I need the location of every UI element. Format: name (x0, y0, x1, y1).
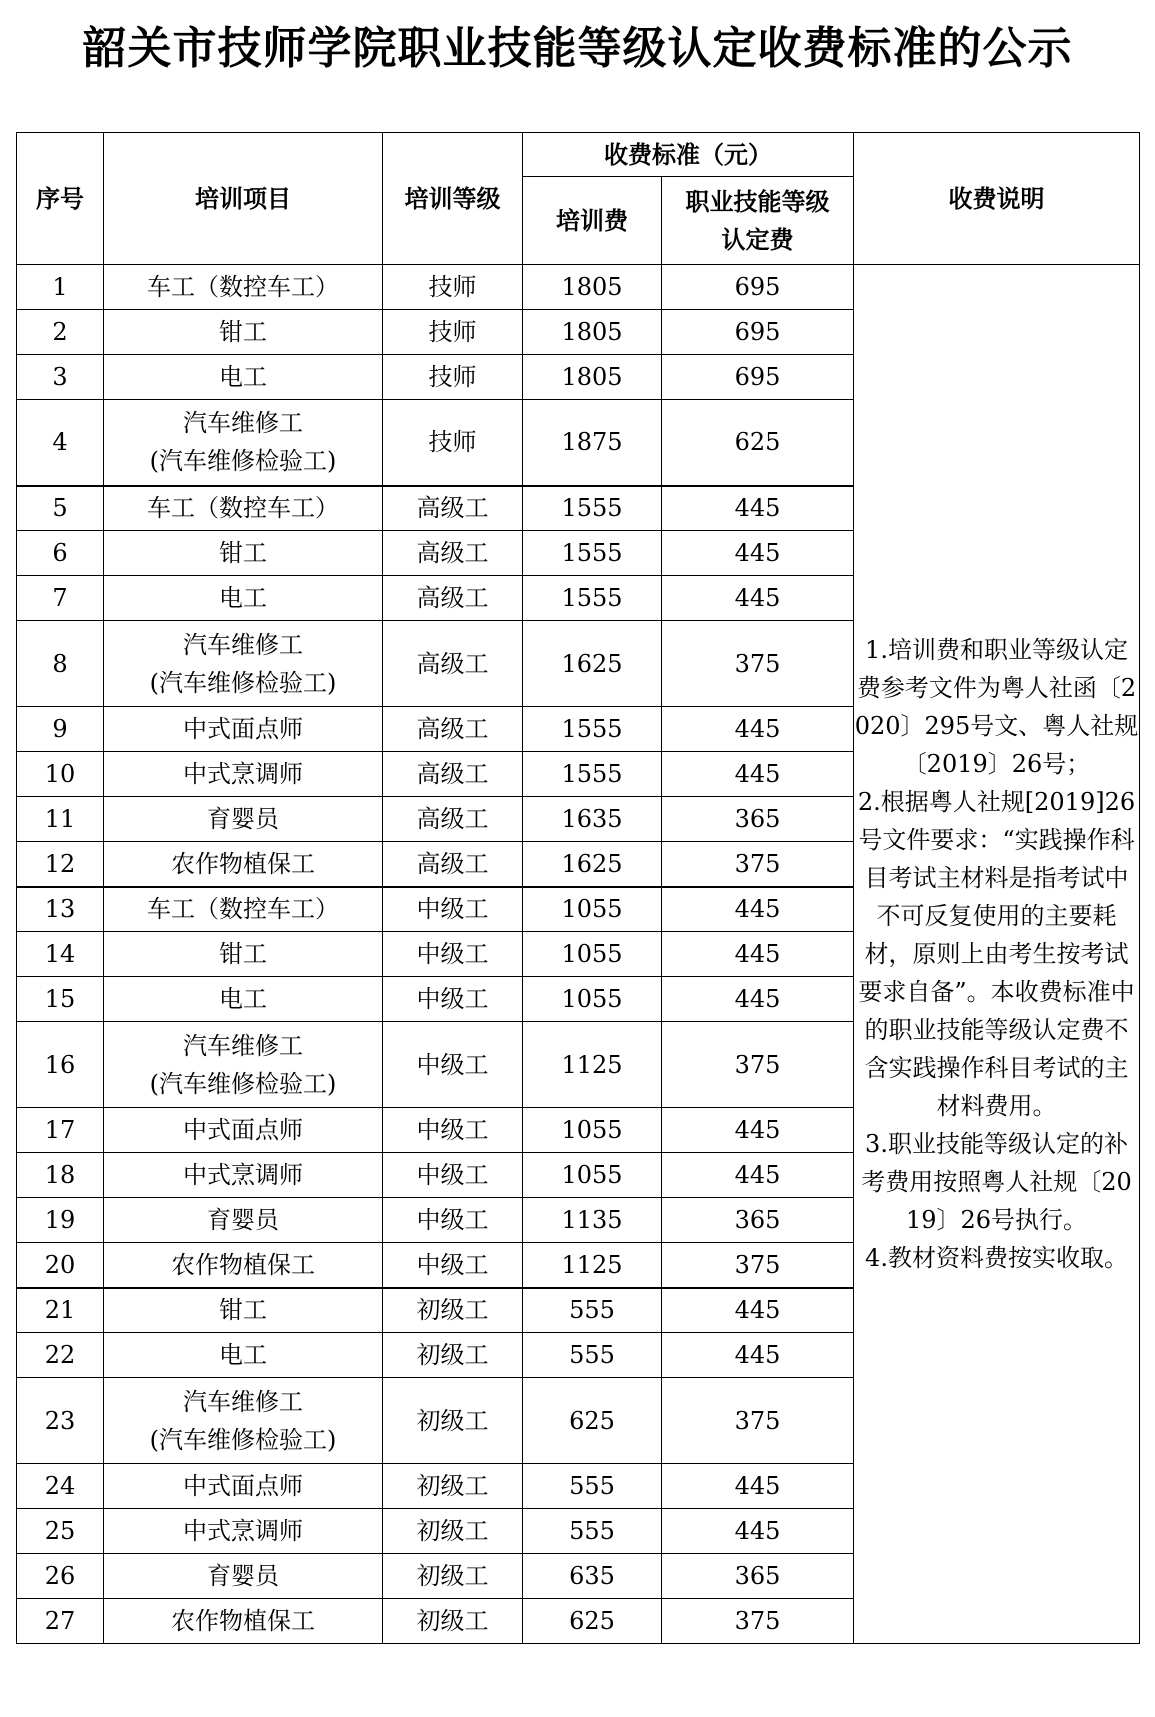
row-training-fee: 1555 (523, 531, 662, 576)
row-project-line: 汽车维修工 (183, 409, 303, 438)
row-project: 育婴员 (104, 1554, 383, 1599)
row-project: 钳工 (104, 531, 383, 576)
row-training-fee: 1555 (523, 707, 662, 752)
row-training-fee: 1125 (523, 1243, 662, 1288)
row-index: 21 (17, 1288, 104, 1333)
row-level: 初级工 (383, 1333, 523, 1378)
row-training-fee: 1555 (523, 486, 662, 531)
row-project: 农作物植保工 (104, 1599, 383, 1644)
row-index: 1 (17, 265, 104, 310)
header-index: 序号 (17, 133, 104, 265)
row-cert-fee: 365 (662, 1554, 854, 1599)
row-training-fee: 1555 (523, 576, 662, 621)
row-index: 5 (17, 486, 104, 531)
row-index: 25 (17, 1509, 104, 1554)
row-index: 17 (17, 1108, 104, 1153)
row-project-line: 汽车维修工 (183, 630, 303, 659)
row-cert-fee: 445 (662, 1464, 854, 1509)
row-cert-fee: 365 (662, 1198, 854, 1243)
row-level: 初级工 (383, 1464, 523, 1509)
table-row (17, 265, 1140, 310)
row-project: 中式面点师 (104, 707, 383, 752)
row-project: 育婴员 (104, 1198, 383, 1243)
row-project-subline: (汽车维修检验工) (149, 1069, 337, 1098)
row-cert-fee: 445 (662, 752, 854, 797)
row-level: 中级工 (383, 1243, 523, 1288)
row-training-fee: 555 (523, 1333, 662, 1378)
row-index: 24 (17, 1464, 104, 1509)
row-project: 中式面点师 (104, 1464, 383, 1509)
row-cert-fee: 625 (662, 400, 854, 486)
row-index: 13 (17, 887, 104, 932)
row-project: 电工 (104, 576, 383, 621)
row-project: 农作物植保工 (104, 1243, 383, 1288)
row-level: 高级工 (383, 531, 523, 576)
row-training-fee: 1555 (523, 752, 662, 797)
row-index: 8 (17, 621, 104, 707)
row-level: 中级工 (383, 932, 523, 977)
row-project (104, 621, 383, 707)
row-cert-fee: 375 (662, 842, 854, 887)
row-cert-fee: 445 (662, 531, 854, 576)
row-index: 2 (17, 310, 104, 355)
row-cert-fee: 445 (662, 707, 854, 752)
row-training-fee: 625 (523, 1599, 662, 1644)
row-training-fee: 555 (523, 1288, 662, 1333)
row-index: 26 (17, 1554, 104, 1599)
row-level: 中级工 (383, 1022, 523, 1108)
row-index: 7 (17, 576, 104, 621)
fee-notes (854, 265, 1140, 1644)
row-index: 20 (17, 1243, 104, 1288)
row-project (104, 1378, 383, 1464)
row-project: 中式烹调师 (104, 1153, 383, 1198)
row-project: 育婴员 (104, 797, 383, 842)
row-index: 4 (17, 400, 104, 486)
row-cert-fee: 375 (662, 1022, 854, 1108)
row-project: 中式烹调师 (104, 1509, 383, 1554)
row-project (104, 1022, 383, 1108)
row-project: 中式烹调师 (104, 752, 383, 797)
row-training-fee: 1625 (523, 842, 662, 887)
header-level: 培训等级 (383, 133, 523, 265)
row-level: 中级工 (383, 1153, 523, 1198)
row-cert-fee: 695 (662, 355, 854, 400)
row-index: 23 (17, 1378, 104, 1464)
row-index: 11 (17, 797, 104, 842)
row-project: 钳工 (104, 932, 383, 977)
row-project: 电工 (104, 355, 383, 400)
row-cert-fee: 375 (662, 621, 854, 707)
row-level: 中级工 (383, 1108, 523, 1153)
row-index: 3 (17, 355, 104, 400)
row-project: 电工 (104, 1333, 383, 1378)
row-index: 22 (17, 1333, 104, 1378)
row-level: 高级工 (383, 752, 523, 797)
row-project (104, 400, 383, 486)
fee-note-item: 3.职业技能等级认定的补考费用按照粤人社规〔2019〕26号执行。 (861, 1130, 1132, 1234)
row-cert-fee: 445 (662, 1509, 854, 1554)
row-cert-fee: 375 (662, 1243, 854, 1288)
row-cert-fee: 445 (662, 932, 854, 977)
fee-note-item: 2.根据粤人社规[2019]26号文件要求：“实践操作科目考试主材料是指考试中不可反复使用的主要耗材，原则上由考生按考试要求自备”。本收费标准中的职业技能等级认定费不含实践操作科目考试的主材料费用。 (857, 788, 1136, 1120)
header-row-1 (17, 133, 1140, 177)
fee-note-item: 4.教材资料费按实收取。 (865, 1244, 1128, 1272)
row-training-fee: 1055 (523, 932, 662, 977)
row-level: 高级工 (383, 797, 523, 842)
row-training-fee: 625 (523, 1378, 662, 1464)
header-cert-fee: 职业技能等级认定费 (662, 177, 854, 265)
row-training-fee: 1055 (523, 977, 662, 1022)
row-training-fee: 1055 (523, 887, 662, 932)
row-index: 27 (17, 1599, 104, 1644)
row-training-fee: 1875 (523, 400, 662, 486)
row-level: 初级工 (383, 1378, 523, 1464)
row-training-fee: 1135 (523, 1198, 662, 1243)
row-index: 16 (17, 1022, 104, 1108)
row-project-line: 汽车维修工 (183, 1031, 303, 1060)
row-training-fee: 1805 (523, 355, 662, 400)
header-notes: 收费说明 (854, 133, 1140, 265)
row-project: 车工（数控车工） (104, 887, 383, 932)
fee-table (16, 132, 1140, 1644)
row-training-fee: 555 (523, 1464, 662, 1509)
row-index: 12 (17, 842, 104, 887)
row-level: 初级工 (383, 1288, 523, 1333)
row-training-fee: 1055 (523, 1153, 662, 1198)
page-title: 韶关市技师学院职业技能等级认定收费标准的公示 (82, 23, 1073, 74)
row-cert-fee: 695 (662, 265, 854, 310)
row-training-fee: 1635 (523, 797, 662, 842)
row-level: 高级工 (383, 707, 523, 752)
row-cert-fee: 365 (662, 797, 854, 842)
row-project: 钳工 (104, 310, 383, 355)
row-cert-fee: 445 (662, 576, 854, 621)
row-project-subline: (汽车维修检验工) (149, 1425, 337, 1454)
row-level: 初级工 (383, 1554, 523, 1599)
header-project: 培训项目 (104, 133, 383, 265)
row-level: 技师 (383, 355, 523, 400)
row-cert-fee: 375 (662, 1378, 854, 1464)
row-training-fee: 1805 (523, 310, 662, 355)
row-project: 车工（数控车工） (104, 265, 383, 310)
row-index: 18 (17, 1153, 104, 1198)
row-level: 技师 (383, 400, 523, 486)
row-project: 钳工 (104, 1288, 383, 1333)
row-level: 中级工 (383, 887, 523, 932)
row-level: 高级工 (383, 576, 523, 621)
row-index: 14 (17, 932, 104, 977)
row-level: 技师 (383, 310, 523, 355)
row-project: 车工（数控车工） (104, 486, 383, 531)
row-level: 高级工 (383, 486, 523, 531)
row-index: 9 (17, 707, 104, 752)
row-level: 中级工 (383, 977, 523, 1022)
row-cert-fee: 445 (662, 977, 854, 1022)
row-cert-fee: 445 (662, 1333, 854, 1378)
row-level: 高级工 (383, 842, 523, 887)
row-project: 农作物植保工 (104, 842, 383, 887)
row-cert-fee: 445 (662, 1153, 854, 1198)
header-fee-group: 收费标准（元） (523, 133, 854, 177)
row-cert-fee: 445 (662, 1108, 854, 1153)
fee-table-body (17, 265, 1140, 1644)
row-training-fee: 1805 (523, 265, 662, 310)
row-cert-fee: 445 (662, 1288, 854, 1333)
row-training-fee: 1055 (523, 1108, 662, 1153)
row-project-subline: (汽车维修检验工) (149, 668, 337, 697)
row-index: 10 (17, 752, 104, 797)
row-project: 中式面点师 (104, 1108, 383, 1153)
row-level: 初级工 (383, 1509, 523, 1554)
fee-note-item: 1.培训费和职业等级认定费参考文件为粤人社函〔2020〕295号文、粤人社规〔2019〕26号； (854, 636, 1139, 778)
row-index: 15 (17, 977, 104, 1022)
row-cert-fee: 375 (662, 1599, 854, 1644)
row-training-fee: 1125 (523, 1022, 662, 1108)
row-training-fee: 1625 (523, 621, 662, 707)
row-cert-fee: 445 (662, 486, 854, 531)
row-project-line: 汽车维修工 (183, 1387, 303, 1416)
row-level: 中级工 (383, 1198, 523, 1243)
row-level: 技师 (383, 265, 523, 310)
row-training-fee: 555 (523, 1509, 662, 1554)
header-training-fee: 培训费 (523, 177, 662, 265)
row-level: 初级工 (383, 1599, 523, 1644)
row-project-subline: (汽车维修检验工) (149, 447, 337, 476)
row-training-fee: 635 (523, 1554, 662, 1599)
row-cert-fee: 695 (662, 310, 854, 355)
row-index: 19 (17, 1198, 104, 1243)
row-level: 高级工 (383, 621, 523, 707)
row-cert-fee: 445 (662, 887, 854, 932)
row-project: 电工 (104, 977, 383, 1022)
row-index: 6 (17, 531, 104, 576)
